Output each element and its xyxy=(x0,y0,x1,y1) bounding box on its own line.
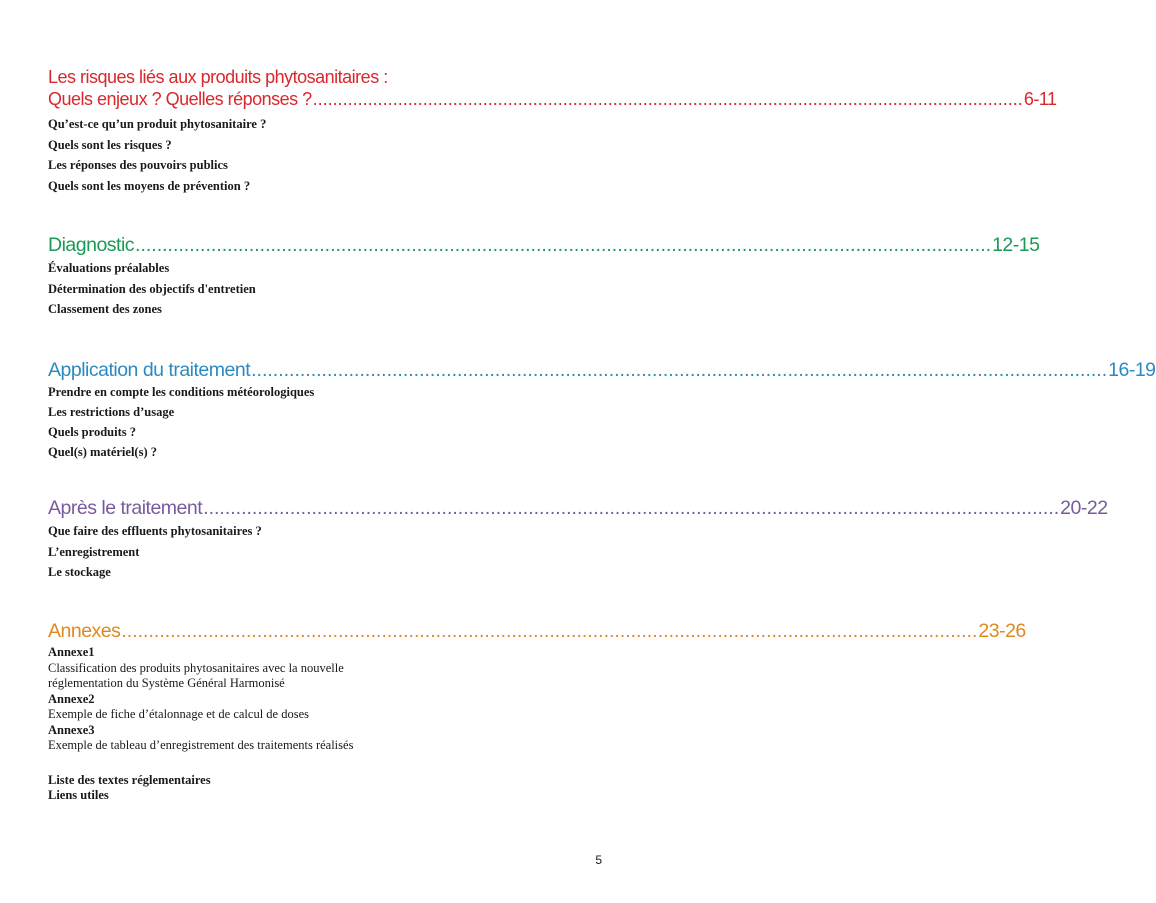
section-page-range: 20-22 xyxy=(1060,497,1108,519)
toc-item[interactable]: L’enregistrement xyxy=(48,544,140,559)
toc-section-diagnostic xyxy=(48,234,1040,320)
section-title: Après le traitement xyxy=(48,497,203,519)
toc-section-risques xyxy=(48,66,1057,196)
toc-section-application xyxy=(48,359,1156,462)
toc-extra-item[interactable]: Liste des textes réglementaires xyxy=(48,772,211,787)
annex-label[interactable]: Annexe1 xyxy=(48,645,95,659)
leader-dots: .............................................................................................................................................................. xyxy=(135,234,992,256)
section-heading[interactable] xyxy=(48,234,1040,256)
section-title: Application du traitement xyxy=(48,359,251,381)
toc-item[interactable]: Classement des zones xyxy=(48,302,162,316)
toc-extra-item[interactable]: Liens utiles xyxy=(48,788,109,802)
annex-description: réglementation du Système Général Harmonisé xyxy=(48,676,285,690)
section-page-range: 12-15 xyxy=(992,234,1040,256)
section-heading[interactable] xyxy=(48,497,1108,519)
annex-description: Exemple de tableau d’enregistrement des traitements réalisés xyxy=(48,738,354,752)
toc-item[interactable]: Quels sont les moyens de prévention ? xyxy=(48,178,251,193)
toc-item[interactable]: Qu’est-ce qu’un produit phytosanitaire ? xyxy=(48,117,267,131)
toc-item[interactable]: Quels sont les risques ? xyxy=(48,137,172,152)
section-page-range: 6-11 xyxy=(1023,89,1057,109)
leader-dots: .............................................................................................................................................................. xyxy=(121,620,978,642)
annex-label[interactable]: Annexe2 xyxy=(48,691,95,706)
toc-item[interactable]: Prendre en compte les conditions météorologiques xyxy=(48,385,315,399)
toc-section-apres xyxy=(48,497,1108,583)
section-heading[interactable] xyxy=(48,66,548,88)
section-title: Diagnostic xyxy=(48,234,135,256)
leader-dots: .............................................................................................................................................................. xyxy=(203,497,1060,519)
leader-dots: .............................................................................................................................................. xyxy=(312,89,1023,109)
leader-dots: .............................................................................................................................................................. xyxy=(251,359,1108,381)
annex-description: Exemple de fiche d’étalonnage et de calcul de doses xyxy=(48,707,309,721)
annex-description: Classification des produits phytosanitaires avec la nouvelle xyxy=(48,660,344,675)
toc-item[interactable]: Évaluations préalables xyxy=(48,261,170,275)
section-heading-line2[interactable] xyxy=(48,88,1057,110)
section-page-range: 16-19 xyxy=(1108,359,1156,381)
section-title: Annexes xyxy=(48,620,121,642)
annex-label[interactable]: Annexe3 xyxy=(48,722,95,737)
section-page-range: 23-26 xyxy=(978,620,1026,642)
section-heading[interactable] xyxy=(48,359,1156,381)
toc-item[interactable]: Que faire des effluents phytosanitaires ? xyxy=(48,524,262,538)
section-heading[interactable] xyxy=(48,620,1026,642)
section-title-line2: Quels enjeux ? Quelles réponses ? xyxy=(48,89,312,109)
page-number: 5 xyxy=(595,853,602,867)
toc-item[interactable]: Quel(s) matériel(s) ? xyxy=(48,445,157,459)
section-title-line1: Les risques liés aux produits phytosanitaires : xyxy=(48,67,388,87)
toc-item[interactable]: Le stockage xyxy=(48,565,111,579)
toc-item[interactable]: Quels produits ? xyxy=(48,425,136,439)
toc-item[interactable]: Détermination des objectifs d'entretien xyxy=(48,281,256,296)
toc-item[interactable]: Les restrictions d’usage xyxy=(48,405,175,419)
toc-section-annexes xyxy=(48,620,1026,804)
toc-item[interactable]: Les réponses des pouvoirs publics xyxy=(48,158,228,172)
